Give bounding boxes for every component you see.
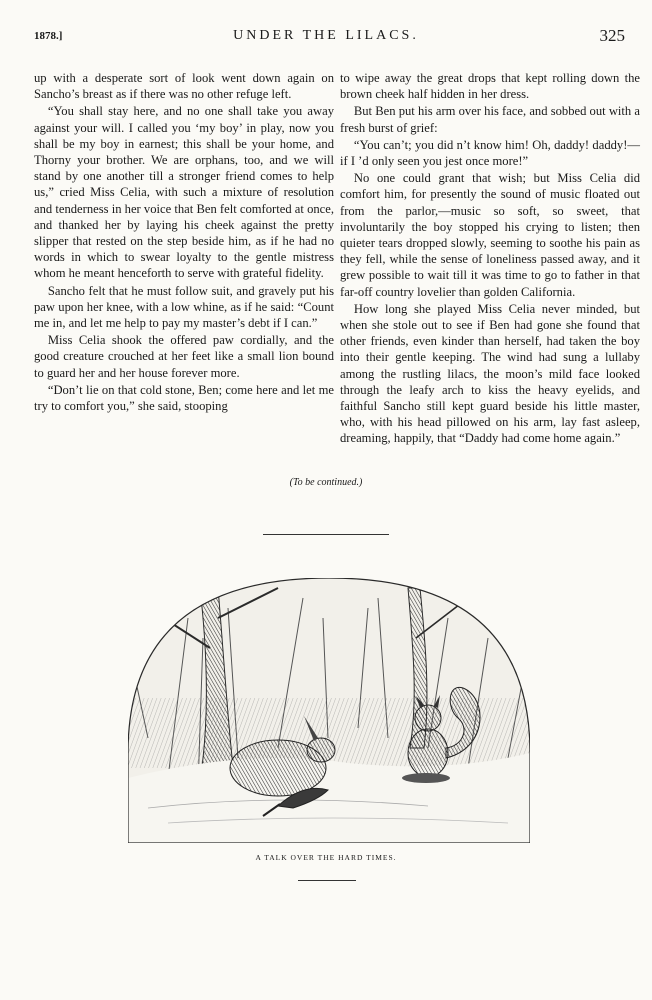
issue-year: 1878.] (34, 30, 63, 42)
to-be-continued-note: (To be continued.) (289, 477, 363, 488)
running-title: UNDER THE LILACS. (233, 28, 419, 43)
page-number: 325 (599, 26, 625, 45)
right-column (340, 70, 640, 447)
paragraph: But Ben put his arm over his face, and sobbed out with a fresh burst of grief: (340, 104, 640, 135)
paragraph: No one could grant that wish; but Miss Celia did comfort him, for presently the sound of music floated out from the parlor,—music so soft, so sweet, that involuntarily the boy stopped his crying to listen; then quieter tears dropped slowly, seeming to soothe his pain as they fell, while the sense of loneliness passed away, and it grew possible to wait till it was time to go to father in that far-off country lovelier than golden California. (340, 171, 640, 299)
paragraph: How long she played Miss Celia never minded, but when she stole out to see if Ben had gone she found that other friends, even kinder than herself, had taken the boy into their gentle keeping. The wind had sung a lullaby among the rustling lilacs, the moon’s mild face looked through the leafy arch to kiss the heavy eyelids, and faithful Sancho still kept guard beside his little master, who, with his head pillowed on his arm, lay fast asleep, dreaming, happily, that “Daddy had come home again.” (340, 301, 640, 446)
paragraph: “Don’t lie on that cold stone, Ben; come here and let me try to comfort you,” she said, stooping (34, 382, 334, 414)
engraving-illustration (128, 578, 530, 843)
paragraph: “You shall stay here, and no one shall take you away against your will. I called you ‘my boy’ in play, now you shall be my boy in earnest; this shall be your home, and Thorny your brother. We are orphans, too, and we will stand by one another till a stronger friend comes to help us,” cried Miss Celia, with such a mixture of resolution and tenderness in her voice that Ben felt comforted at once, and thanked her by laying his cheek against the pretty slipper that rested on the step beside him, as if he had no words in which to swear loyalty to the gentle mistress whom he meant henceforth to serve with grateful fidelity. (34, 104, 334, 281)
divider-rule (263, 534, 389, 535)
illustration-caption: A TALK OVER THE HARD TIMES. (255, 853, 397, 862)
paragraph: to wipe away the great drops that kept rolling down the brown cheek half hidden in her dress. (340, 71, 640, 102)
paragraph: “You can’t; you did n’t know him! Oh, daddy! daddy!—if I ’d only seen you jest once more!” (340, 137, 640, 169)
left-column (34, 70, 334, 414)
paragraph: up with a desperate sort of look went down again on Sancho’s breast as if there was no other refuge left. (34, 71, 334, 102)
paragraph: Miss Celia shook the offered paw cordially, and the good creature crouched at her feet like a small lion bound to guard her and her house forever more. (34, 333, 334, 380)
end-rule (298, 880, 356, 881)
paragraph: Sancho felt that he must follow suit, and gravely put his paw upon her knee, with a low whine, as if he said: “Count me in, and let me help to pay my master’s debt if I can.” (34, 283, 334, 331)
